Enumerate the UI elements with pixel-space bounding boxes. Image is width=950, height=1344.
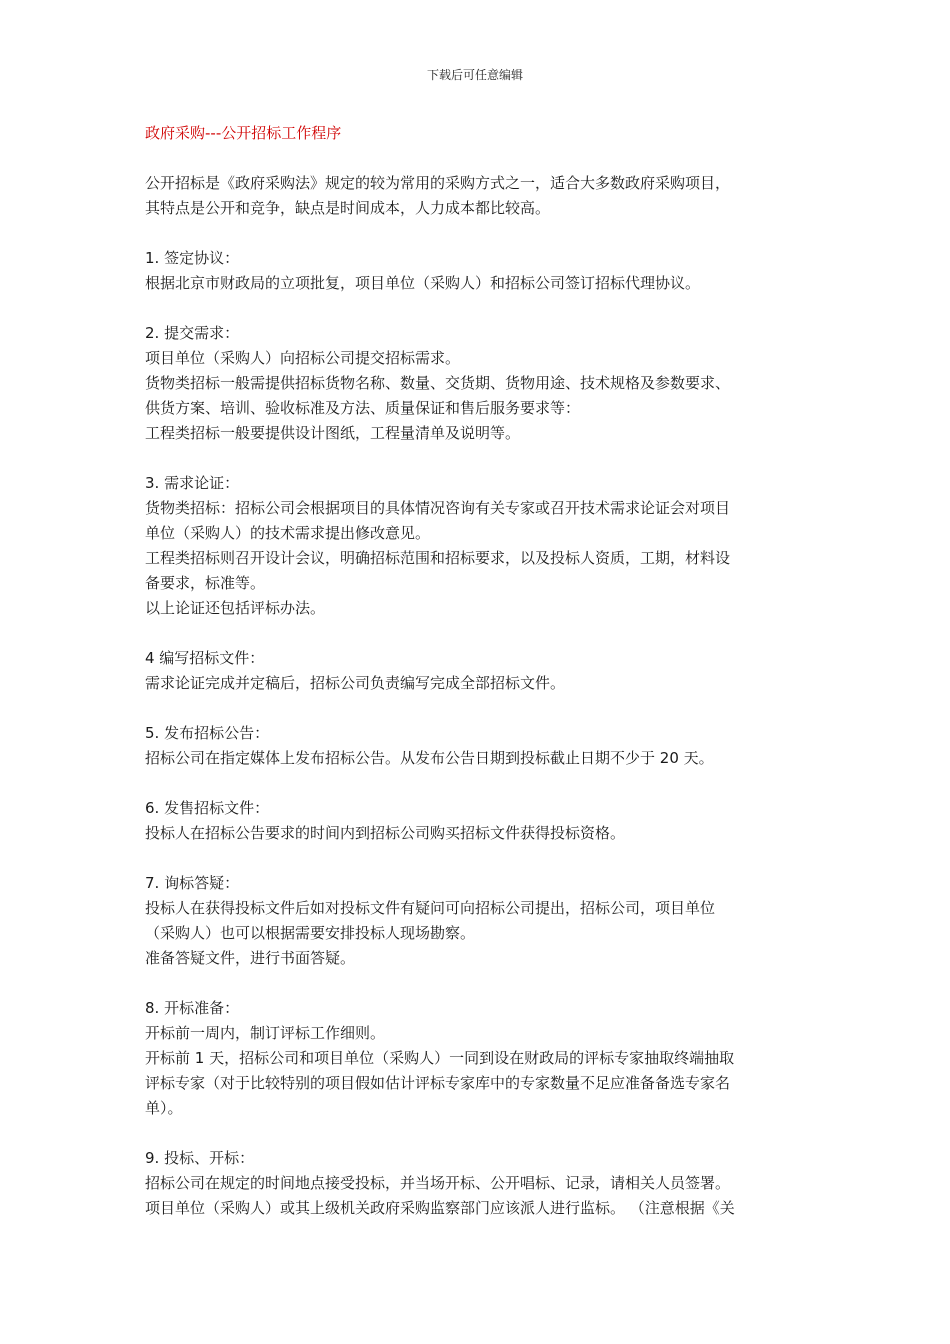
intro-line: 公开招标是《政府采购法》规定的较为常用的采购方式之一，适合大多数政府采购项目， — [145, 174, 731, 192]
section-submit-requirements — [145, 321, 810, 446]
section-bidding-opening — [145, 1146, 810, 1221]
section-line: 开标前一周内，制订评标工作细则。 — [145, 1024, 386, 1042]
section-heading: 1. 签定协议： — [145, 249, 240, 267]
section-line: 根据北京市财政局的立项批复，项目单位（采购人）和招标公司签订招标代理协议。 — [145, 274, 701, 292]
section-heading: 3. 需求论证： — [145, 474, 240, 492]
section-line: 评标专家（对于比较特别的项目假如估计评标专家库中的专家数量不足应准备备选专家名 — [145, 1074, 731, 1092]
section-requirements-review — [145, 471, 810, 621]
section-line: 货物类招标：招标公司会根据项目的具体情况咨询有关专家或召开技术需求论证会对项目 — [145, 499, 731, 517]
section-heading: 6. 发售招标文件： — [145, 799, 270, 817]
document-title: 政府采购---公开招标工作程序 — [145, 124, 342, 142]
section-line: 需求论证完成并定稿后，招标公司负责编写完成全部招标文件。 — [145, 674, 566, 692]
section-heading: 2. 提交需求： — [145, 324, 240, 342]
section-heading: 5. 发布招标公告： — [145, 724, 270, 742]
section-line: 工程类招标一般要提供设计图纸，工程量清单及说明等。 — [145, 424, 521, 442]
section-line: 单）。 — [145, 1099, 183, 1117]
section-sell-tender-docs — [145, 796, 810, 846]
section-write-tender-docs — [145, 646, 810, 696]
section-line: 开标前 1 天，招标公司和项目单位（采购人）一同到设在财政局的评标专家抽取终端抽取 — [145, 1049, 735, 1067]
section-line: 工程类招标则召开设计会议，明确招标范围和招标要求，以及投标人资质，工期，材料设 — [145, 549, 731, 567]
section-clarification — [145, 871, 810, 971]
section-line: 招标公司在指定媒体上发布招标公告。从发布公告日期到投标截止日期不少于 20 天。 — [145, 749, 714, 767]
section-line: （采购人）也可以根据需要安排投标人现场勘察。 — [145, 924, 476, 942]
section-opening-preparation — [145, 996, 810, 1121]
section-line: 备要求，标准等。 — [145, 574, 266, 592]
section-heading: 7. 询标答疑： — [145, 874, 240, 892]
section-line: 以上论证还包括评标办法。 — [145, 599, 326, 617]
section-publish-notice — [145, 721, 810, 771]
section-line: 投标人在获得投标文件后如对投标文件有疑问可向招标公司提出，招标公司，项目单位 — [145, 899, 716, 917]
section-line: 招标公司在规定的时间地点接受投标，并当场开标、公开唱标、记录，请相关人员签署。 — [145, 1174, 731, 1192]
section-line: 投标人在招标公告要求的时间内到招标公司购买招标文件获得投标资格。 — [145, 824, 626, 842]
intro-line: 其特点是公开和竞争，缺点是时间成本，人力成本都比较高。 — [145, 199, 551, 217]
section-line: 供货方案、培训、验收标准及方法、质量保证和售后服务要求等： — [145, 399, 581, 417]
page-header-note: 下载后可任意编辑 — [426, 68, 523, 82]
section-line: 准备答疑文件，进行书面答疑。 — [145, 949, 356, 967]
section-heading: 9. 投标、开标： — [145, 1149, 255, 1167]
section-heading: 4 编写招标文件： — [145, 649, 265, 667]
section-line: 单位（采购人）的技术需求提出修改意见。 — [145, 524, 431, 542]
section-line: 项目单位（采购人）或其上级机关政府采购监察部门应该派人进行监标。 （注意根据《关 — [145, 1199, 735, 1217]
section-line: 项目单位（采购人）向招标公司提交招标需求。 — [145, 349, 461, 367]
section-line: 货物类招标一般需提供招标货物名称、数量、交货期、货物用途、技术规格及参数要求、 — [145, 374, 731, 392]
document-body — [145, 121, 810, 1221]
intro-paragraph — [145, 171, 810, 221]
section-heading: 8. 开标准备： — [145, 999, 240, 1017]
section-sign-agreement — [145, 246, 810, 296]
